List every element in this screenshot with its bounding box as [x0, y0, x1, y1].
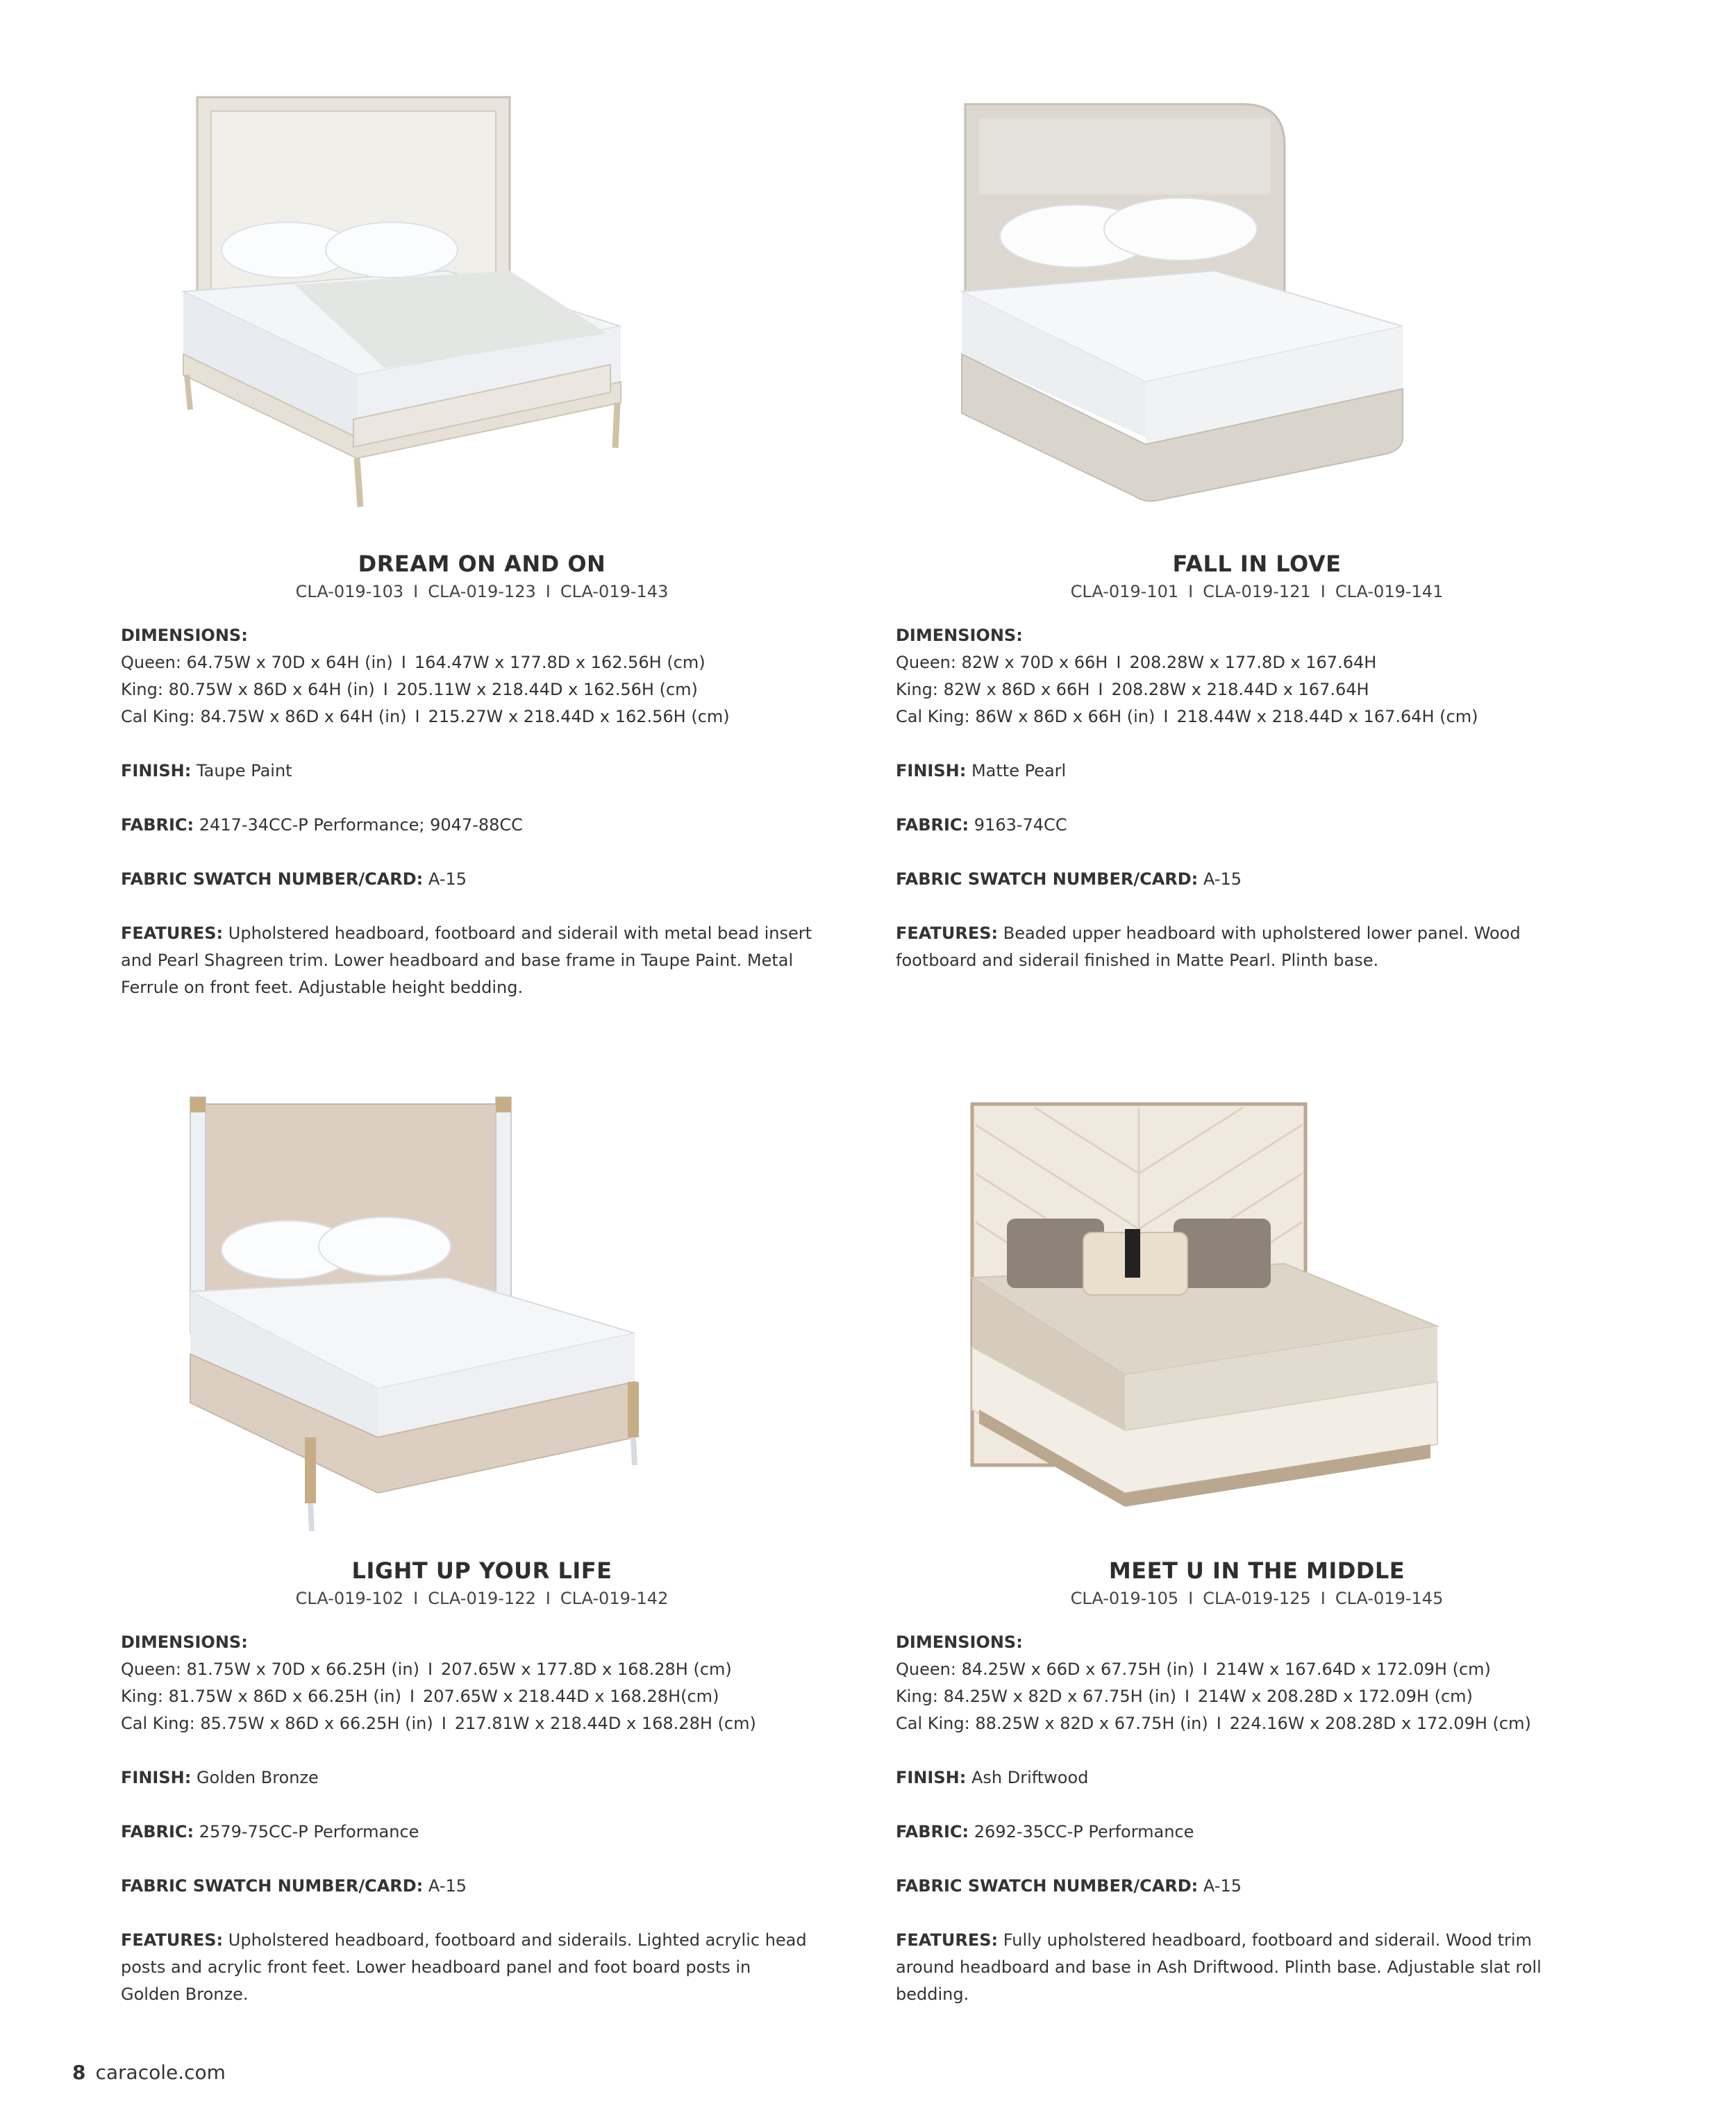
finish-value: Taupe Paint	[196, 761, 292, 780]
dimension-line	[121, 676, 843, 703]
separator: I	[1188, 582, 1194, 601]
dimension-metric: 207.65W x 177.8D x 168.28H (cm)	[441, 1660, 732, 1679]
dimension-metric: 218.44W x 218.44D x 167.64H (cm)	[1176, 707, 1478, 726]
product-title: DREAM ON AND ON	[358, 551, 606, 577]
separator: I	[427, 1660, 433, 1679]
product-title: MEET U IN THE MIDDLE	[1108, 1557, 1405, 1584]
dimension-metric: 207.65W x 218.44D x 168.28H(cm)	[423, 1687, 719, 1706]
fabric-label: FABRIC:	[896, 1822, 969, 1841]
dimension-size: Cal King: 86W x 86D x 66H (in)	[896, 707, 1155, 726]
dimension-size: King: 81.75W x 86D x 66.25H (in)	[121, 1687, 401, 1706]
bed-illustration	[121, 62, 843, 528]
dimension-metric: 208.28W x 218.44D x 167.64H	[1111, 680, 1369, 699]
separator: I	[401, 653, 406, 672]
dimensions-block	[121, 1629, 843, 1737]
dimension-line	[121, 1710, 843, 1737]
page-footer	[72, 2061, 226, 2084]
bed-illustration	[896, 62, 1618, 528]
dimension-metric: 214W x 167.64D x 172.09H (cm)	[1216, 1660, 1491, 1679]
dimension-size: Cal King: 84.75W x 86D x 64H (in)	[121, 707, 407, 726]
product-title: FALL IN LOVE	[1172, 551, 1342, 577]
product-code: CLA-019-143	[560, 582, 669, 601]
separator: I	[1216, 1714, 1221, 1733]
features-value: Beaded upper headboard with upholstered lower panel. Wood footboard and siderail finished in Matte Pearl. Plinth base.	[896, 924, 1521, 970]
swatch-value: A-15	[428, 1876, 467, 1896]
separator: I	[1184, 1687, 1190, 1706]
separator: I	[1116, 653, 1121, 672]
website-link[interactable]: caracole.com	[95, 2061, 226, 2084]
fabric-label: FABRIC:	[121, 1822, 194, 1841]
separator: I	[413, 1589, 419, 1608]
dimension-line	[121, 1656, 843, 1683]
dimension-line	[121, 703, 843, 730]
dimension-line	[896, 1656, 1618, 1683]
swatch-field	[121, 1873, 843, 1900]
features-value: Upholstered headboard, footboard and siderails. Lighted acrylic head posts and acrylic front feet. Lower headboard panel and foot board posts in Golden Bronze.	[121, 1930, 807, 2004]
features-field	[896, 1927, 1590, 2008]
features-label: FEATURES:	[121, 924, 224, 943]
product-code: CLA-019-103	[295, 582, 404, 601]
separator: I	[1202, 1660, 1208, 1679]
dimension-size: King: 82W x 86D x 66H	[896, 680, 1090, 699]
swatch-value: A-15	[1203, 1876, 1242, 1896]
finish-value: Golden Bronze	[196, 1768, 319, 1787]
features-label: FEATURES:	[896, 1930, 999, 1950]
product-code: CLA-019-123	[428, 582, 536, 601]
finish-field	[121, 758, 843, 785]
swatch-field	[121, 866, 843, 893]
separator: I	[1320, 582, 1326, 601]
dimension-metric: 214W x 208.28D x 172.09H (cm)	[1198, 1687, 1473, 1706]
separator: I	[441, 1714, 446, 1733]
dimension-size: King: 80.75W x 86D x 64H (in)	[121, 680, 375, 699]
product-code: CLA-019-105	[1070, 1589, 1179, 1608]
fabric-field	[121, 812, 843, 839]
fabric-label: FABRIC:	[896, 815, 969, 835]
finish-field	[121, 1764, 843, 1791]
dimensions-block	[121, 622, 843, 730]
product-codes	[896, 1586, 1618, 1611]
dimension-line	[121, 649, 843, 676]
features-label: FEATURES:	[121, 1930, 224, 1950]
separator: I	[1320, 1589, 1326, 1608]
product-code: CLA-019-101	[1070, 582, 1179, 601]
product-image	[121, 1069, 843, 1535]
finish-field	[896, 1764, 1618, 1791]
finish-label: FINISH:	[121, 1768, 192, 1787]
fabric-field	[896, 812, 1618, 839]
dimensions-label: DIMENSIONS:	[121, 1632, 248, 1652]
dimension-line	[896, 649, 1618, 676]
product-codes	[121, 1586, 843, 1611]
dimension-line	[896, 1710, 1618, 1737]
dimension-metric: 215.27W x 218.44D x 162.56H (cm)	[428, 707, 730, 726]
dimension-size: Cal King: 88.25W x 82D x 67.75H (in)	[896, 1714, 1208, 1733]
dimension-size: Queen: 82W x 70D x 66H	[896, 653, 1108, 672]
product-title: LIGHT UP YOUR LIFE	[351, 1557, 612, 1584]
dimension-metric: 217.81W x 218.44D x 168.28H (cm)	[454, 1714, 756, 1733]
product-code: CLA-019-141	[1335, 582, 1444, 601]
finish-label: FINISH:	[896, 761, 967, 780]
dimension-size: King: 84.25W x 82D x 67.75H (in)	[896, 1687, 1176, 1706]
dimensions-block	[896, 1629, 1618, 1737]
separator: I	[545, 582, 551, 601]
dimension-metric: 205.11W x 218.44D x 162.56H (cm)	[396, 680, 698, 699]
separator: I	[413, 582, 419, 601]
dimension-line	[896, 1683, 1618, 1710]
finish-label: FINISH:	[896, 1768, 967, 1787]
swatch-value: A-15	[428, 869, 467, 889]
features-field	[896, 920, 1590, 974]
swatch-field	[896, 1873, 1618, 1900]
page-number: 8	[72, 2061, 86, 2084]
separator: I	[1163, 707, 1169, 726]
features-value: Upholstered headboard, footboard and siderail with metal bead insert and Pearl Shagreen trim. Lower headboard and base frame in Taupe Paint. Metal Ferrule on front feet. Adjustable height bedding.	[121, 924, 812, 997]
fabric-value: 9163-74CC	[974, 815, 1067, 835]
product-codes	[121, 579, 843, 604]
product-image	[896, 1069, 1618, 1535]
dimensions-label: DIMENSIONS:	[121, 626, 248, 645]
separator: I	[1098, 680, 1103, 699]
bed-illustration	[896, 1069, 1618, 1535]
separator: I	[409, 1687, 415, 1706]
product-image	[121, 62, 843, 528]
bed-illustration	[121, 1069, 843, 1535]
product-code: CLA-019-102	[295, 1589, 404, 1608]
fabric-value: 2417-34CC-P Performance; 9047-88CC	[199, 815, 523, 835]
separator: I	[545, 1589, 551, 1608]
dimension-metric: 208.28W x 177.8D x 167.64H	[1129, 653, 1377, 672]
swatch-label: FABRIC SWATCH NUMBER/CARD:	[121, 869, 424, 889]
product-code: CLA-019-142	[560, 1589, 669, 1608]
features-value: Fully upholstered headboard, footboard and siderail. Wood trim around headboard and base in Ash Driftwood. Plinth base. Adjustable slat roll bedding.	[896, 1930, 1542, 2004]
fabric-value: 2692-35CC-P Performance	[974, 1822, 1194, 1841]
swatch-label: FABRIC SWATCH NUMBER/CARD:	[896, 1876, 1199, 1896]
dimensions-label: DIMENSIONS:	[896, 1632, 1023, 1652]
finish-field	[896, 758, 1618, 785]
swatch-label: FABRIC SWATCH NUMBER/CARD:	[896, 869, 1199, 889]
swatch-value: A-15	[1203, 869, 1242, 889]
fabric-field	[121, 1819, 843, 1846]
product-code: CLA-019-145	[1335, 1589, 1444, 1608]
features-field	[121, 1927, 815, 2008]
finish-value: Ash Driftwood	[971, 1768, 1089, 1787]
dimension-size: Queen: 81.75W x 70D x 66.25H (in)	[121, 1660, 419, 1679]
product-image	[896, 62, 1618, 528]
dimension-line	[121, 1683, 843, 1710]
product-code: CLA-019-121	[1203, 582, 1311, 601]
dimension-line	[896, 676, 1618, 703]
product-codes	[896, 579, 1618, 604]
finish-label: FINISH:	[121, 761, 192, 780]
dimension-size: Cal King: 85.75W x 86D x 66.25H (in)	[121, 1714, 433, 1733]
features-field	[121, 920, 815, 1001]
fabric-label: FABRIC:	[121, 815, 194, 835]
dimensions-label: DIMENSIONS:	[896, 626, 1023, 645]
finish-value: Matte Pearl	[971, 761, 1067, 780]
fabric-field	[896, 1819, 1618, 1846]
fabric-value: 2579-75CC-P Performance	[199, 1822, 419, 1841]
dimension-line	[896, 703, 1618, 730]
features-label: FEATURES:	[896, 924, 999, 943]
product-code: CLA-019-125	[1203, 1589, 1311, 1608]
swatch-label: FABRIC SWATCH NUMBER/CARD:	[121, 1876, 424, 1896]
swatch-field	[896, 866, 1618, 893]
separator: I	[383, 680, 388, 699]
dimensions-block	[896, 622, 1618, 730]
dimension-metric: 224.16W x 208.28D x 172.09H (cm)	[1229, 1714, 1531, 1733]
dimension-size: Queen: 84.25W x 66D x 67.75H (in)	[896, 1660, 1194, 1679]
dimension-size: Queen: 64.75W x 70D x 64H (in)	[121, 653, 393, 672]
product-code: CLA-019-122	[428, 1589, 536, 1608]
separator: I	[1188, 1589, 1194, 1608]
dimension-metric: 164.47W x 177.8D x 162.56H (cm)	[414, 653, 706, 672]
separator: I	[415, 707, 420, 726]
